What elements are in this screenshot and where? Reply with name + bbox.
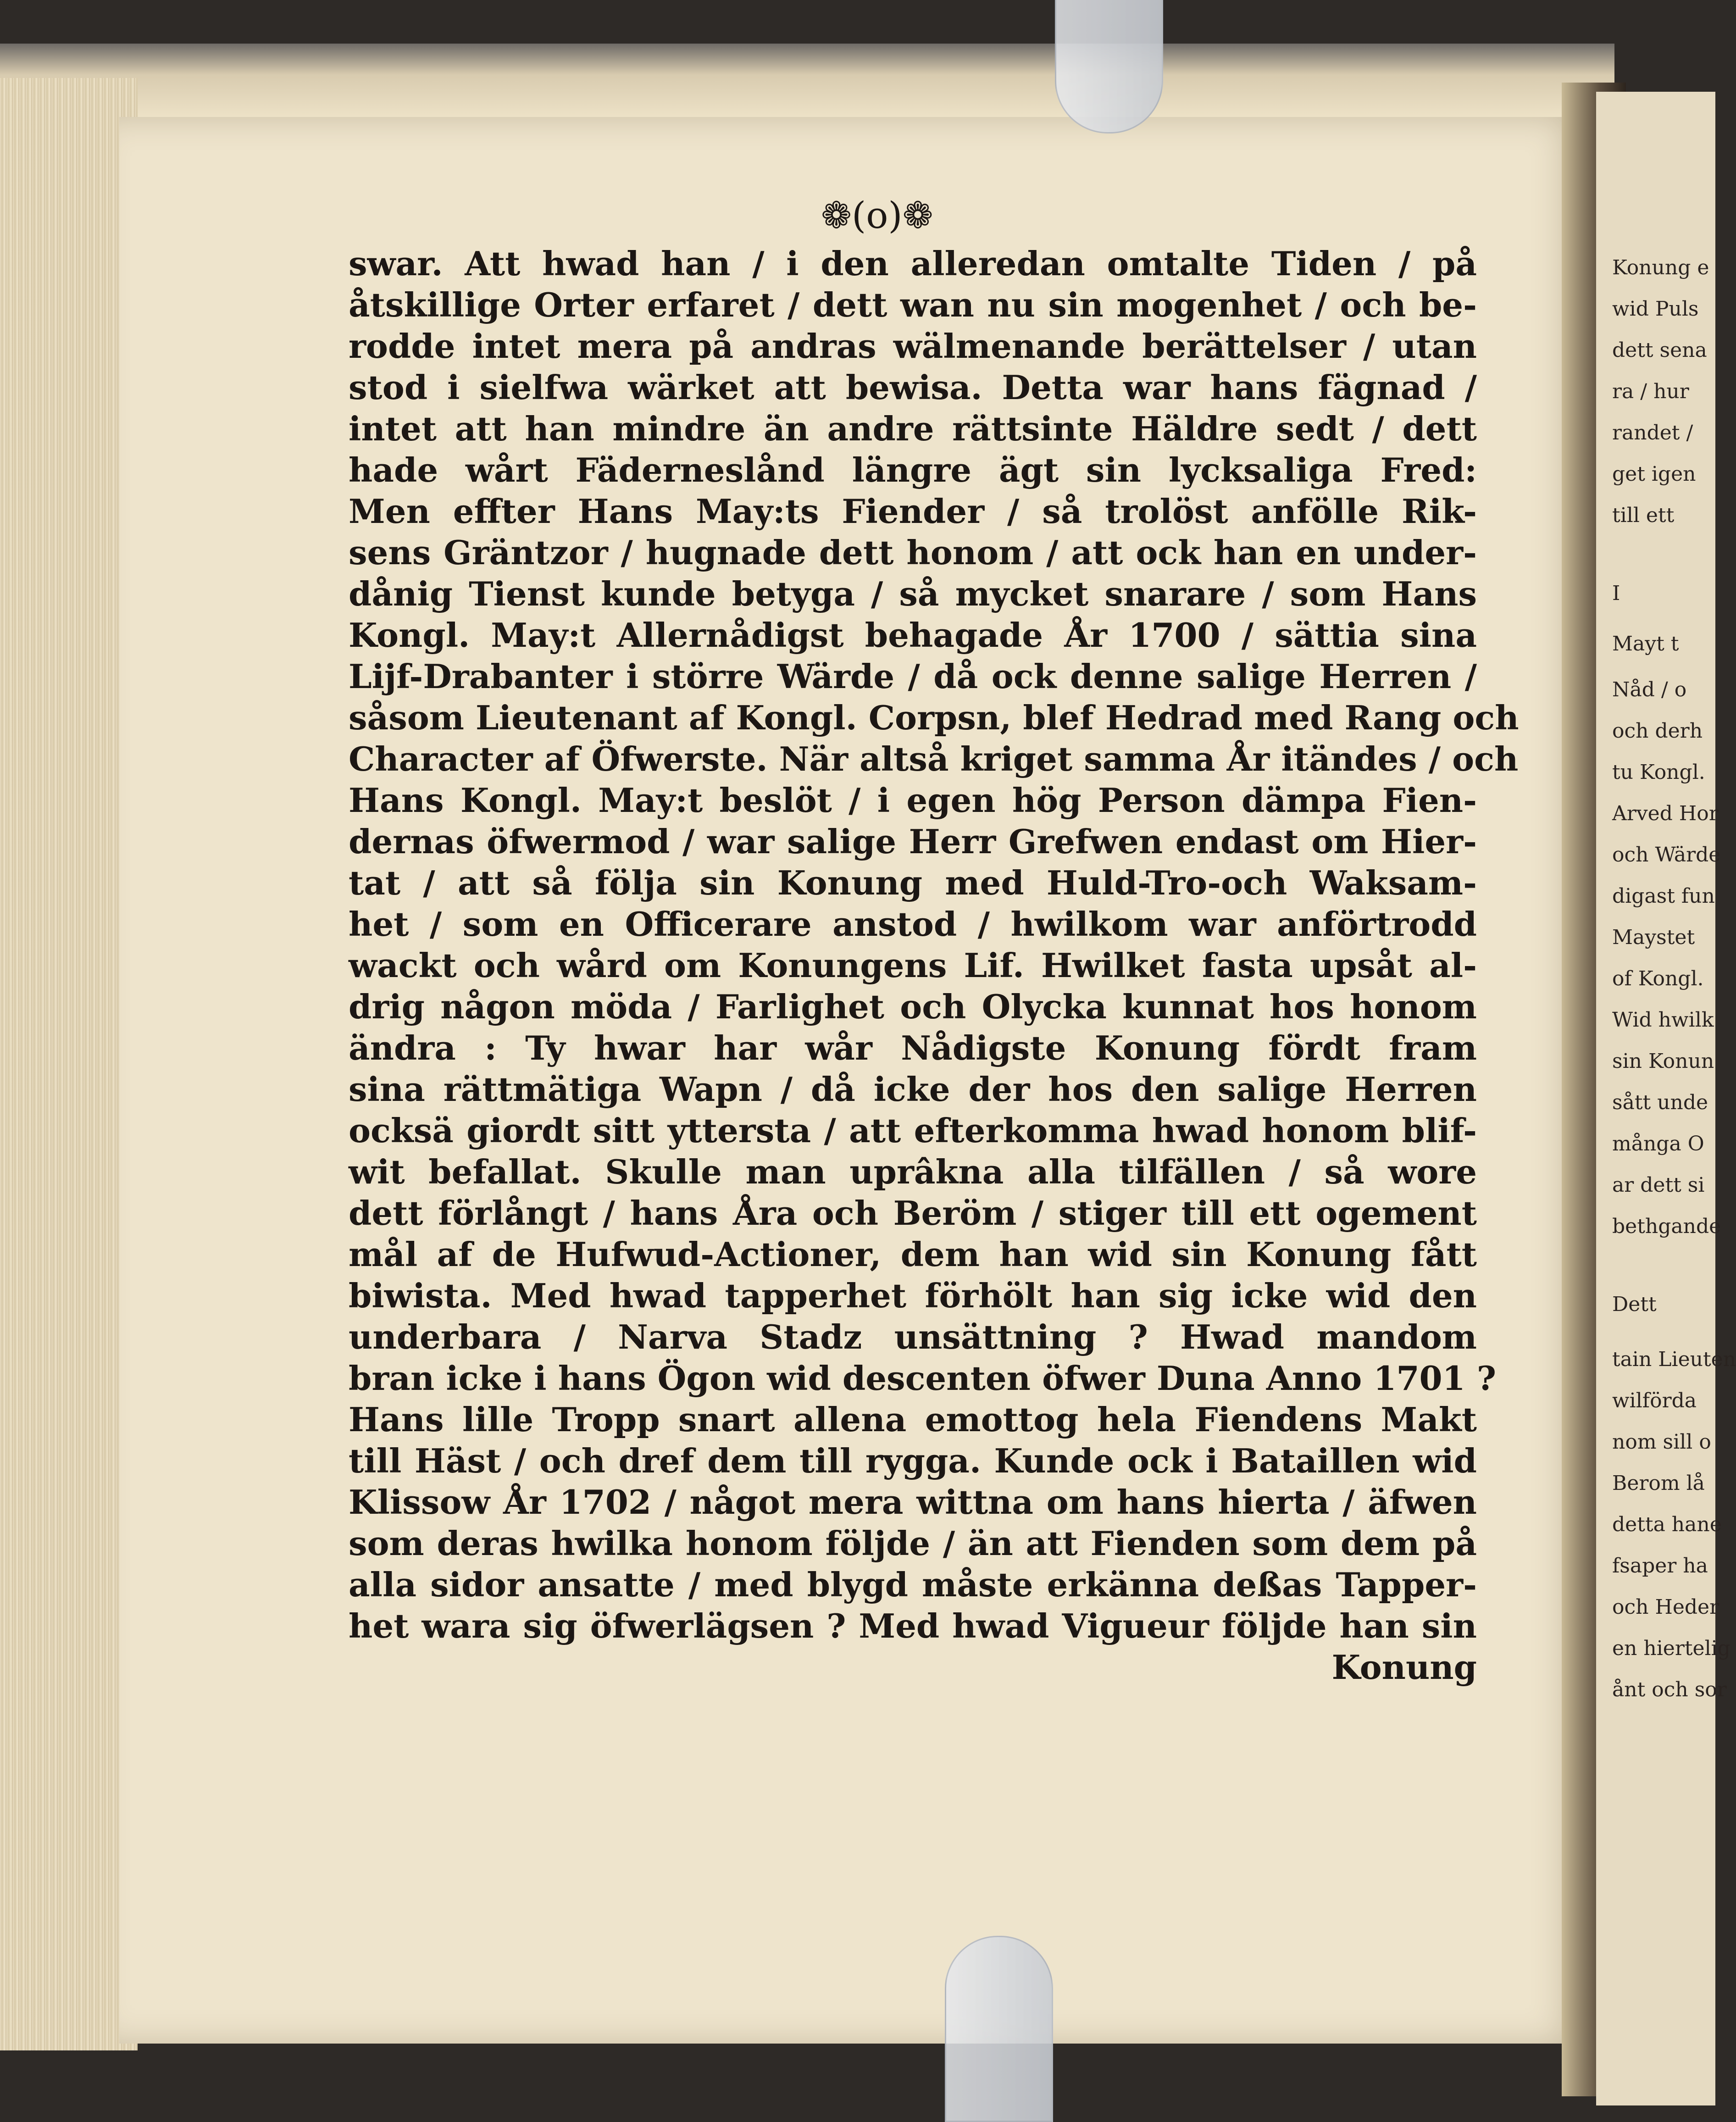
text-line: Lijf-Drabanter i större Wärde / då ock denne salige Herren / bbox=[349, 657, 1477, 696]
text-line: stod i sielfwa wärket att bewisa. Detta war hans fägnad / bbox=[349, 368, 1477, 407]
adjacent-line: of Kongl. bbox=[1612, 967, 1704, 990]
text-line: Kongl. May:t Allernådigst behagade År 1700 / sättia sina bbox=[349, 616, 1477, 655]
adjacent-line: wilförda bbox=[1612, 1389, 1697, 1412]
adjacent-line: och derh bbox=[1612, 719, 1703, 743]
text-line: Character af Öfwerste. När altså kriget samma År itändes / och bbox=[349, 739, 1519, 778]
adjacent-line: ånt och sor bbox=[1612, 1678, 1727, 1701]
text-line: till Häst / och dref dem till rygga. Kunde ock i Bataillen wid bbox=[349, 1441, 1477, 1480]
adjacent-line: sin Konun bbox=[1612, 1050, 1714, 1073]
text-line: drig någon möda / Farlighet och Olycka kunnat hos honom bbox=[349, 987, 1477, 1026]
text-line: wackt och wård om Konungens Lif. Hwilket fasta upsåt al- bbox=[349, 946, 1477, 985]
adjacent-line: randet / bbox=[1612, 421, 1693, 444]
adjacent-line: Konung e bbox=[1612, 256, 1709, 279]
adjacent-line: tain Lieuten bbox=[1612, 1348, 1736, 1371]
text-line: het wara sig öfwerlägsen ? Med hwad Vigueur följde han sin bbox=[349, 1606, 1477, 1645]
page-header bbox=[821, 195, 933, 236]
text-line: ändra : Ty hwar har wår Nådigste Konung fördt fram bbox=[349, 1028, 1477, 1067]
adjacent-line: digast fun bbox=[1612, 884, 1715, 908]
text-line: åtskillige Orter erfaret / dett wan nu sin mogenhet / och be- bbox=[349, 285, 1477, 324]
text-line: underbara / Narva Stadz unsättning ? Hwad mandom bbox=[349, 1317, 1477, 1356]
adjacent-line: get igen bbox=[1612, 462, 1696, 486]
page-header-text: (o) bbox=[852, 194, 903, 237]
adjacent-line: detta hane bbox=[1612, 1513, 1722, 1536]
adjacent-line: sått unde bbox=[1612, 1091, 1708, 1114]
adjacent-line: wid Puls bbox=[1612, 297, 1699, 321]
adjacent-line: I bbox=[1612, 582, 1620, 605]
text-line: dernas öfwermod / war salige Herr Grefwen endast om Hier- bbox=[349, 822, 1477, 861]
page-stack-left-edge bbox=[0, 78, 138, 2050]
adjacent-line: nom sill o bbox=[1612, 1430, 1711, 1454]
text-line: wit befallat. Skulle man uprâkna alla tilfällen / så wore bbox=[349, 1152, 1477, 1191]
text-line: mål af de Hufwud-Actioner, dem han wid sin Konung fått bbox=[349, 1235, 1477, 1274]
text-line: intet att han mindre än andre rättsinte Häldre sedt / dett bbox=[349, 409, 1477, 448]
text-line: sina rättmätiga Wapn / då icke der hos den salige Herren bbox=[349, 1070, 1477, 1109]
text-line: Hans lille Tropp snart allena emottog hela Fiendens Makt bbox=[349, 1400, 1477, 1439]
text-line: bran icke i hans Ögon wid descenten öfwer Duna Anno 1701 ? bbox=[349, 1359, 1496, 1398]
text-line: dånig Tienst kunde betyga / så mycket snarare / som Hans bbox=[349, 574, 1477, 613]
text-line: swar. Att hwad han / i den alleredan omtalte Tiden / på bbox=[349, 244, 1477, 283]
text-line: hade wårt Fäderneslånd längre ägt sin lycksaliga Fred: bbox=[349, 450, 1477, 489]
adjacent-line: ar dett si bbox=[1612, 1173, 1705, 1197]
text-line: biwista. Med hwad tapperhet förhölt han sig icke wid den bbox=[349, 1276, 1477, 1315]
adjacent-line: Nåd / o bbox=[1612, 678, 1687, 701]
ornament-left-icon: ❁ bbox=[821, 194, 852, 237]
adjacent-line: Wid hwilk bbox=[1612, 1008, 1714, 1032]
adjacent-line: och Wärde bbox=[1612, 843, 1721, 867]
text-line: ocksä giordt sitt yttersta / att efterkomma hwad honom blif- bbox=[349, 1111, 1477, 1150]
text-line: het / som en Officerare anstod / hwilkom war anförtrodd bbox=[349, 905, 1477, 944]
adjacent-line: tu Kongl. bbox=[1612, 761, 1705, 784]
text-line: sens Gräntzor / hugnade dett honom / att ock han en under- bbox=[349, 533, 1477, 572]
page-clip-bottom bbox=[945, 1936, 1053, 2122]
text-line: rodde intet mera på andras wälmenande berättelser / utan bbox=[349, 327, 1477, 366]
adjacent-line: dett sena bbox=[1612, 339, 1707, 362]
page-stack-top-edge bbox=[0, 44, 1614, 122]
page-clip-top bbox=[1055, 0, 1163, 133]
adjacent-line: Berom lå bbox=[1612, 1472, 1705, 1495]
adjacent-line: ra / hur bbox=[1612, 380, 1689, 403]
adjacent-line: fsaper ha bbox=[1612, 1554, 1708, 1578]
text-line: dett förlångt / hans Åra och Beröm / stiger till ett ogement bbox=[349, 1194, 1477, 1233]
adjacent-line: till ett bbox=[1612, 504, 1675, 527]
text-line: såsom Lieutenant af Kongl. Corpsn, blef Hedrad med Rang och bbox=[349, 698, 1519, 737]
ornament-right-icon: ❁ bbox=[902, 194, 933, 237]
adjacent-line: och Heder bbox=[1612, 1595, 1719, 1619]
catchword: Konung bbox=[1331, 1648, 1477, 1687]
adjacent-line: en hiertelig bbox=[1612, 1637, 1730, 1660]
adjacent-line: Mayt t bbox=[1612, 632, 1679, 655]
adjacent-line: Arved Hor bbox=[1612, 802, 1719, 825]
text-line: Hans Kongl. May:t beslöt / i egen hög Person dämpa Fien- bbox=[349, 781, 1477, 820]
text-line: Men effter Hans May:ts Fiender / så trolöst anfölle Rik- bbox=[349, 492, 1477, 531]
adjacent-line: många O bbox=[1612, 1132, 1704, 1155]
text-line: Klissow År 1702 / något mera wittna om hans hierta / äfwen bbox=[349, 1483, 1477, 1522]
text-line: tat / att så följa sin Konung med Huld-Tro-och Waksam- bbox=[349, 863, 1477, 902]
adjacent-line: Maystet bbox=[1612, 926, 1695, 949]
text-line: alla sidor ansatte / med blygd måste erkänna deßas Tapper- bbox=[349, 1565, 1477, 1604]
text-line: som deras hwilka honom följde / än att Fienden som dem på bbox=[349, 1524, 1477, 1563]
adjacent-line: Dett bbox=[1612, 1293, 1657, 1316]
adjacent-line: bethgande bbox=[1612, 1215, 1721, 1238]
